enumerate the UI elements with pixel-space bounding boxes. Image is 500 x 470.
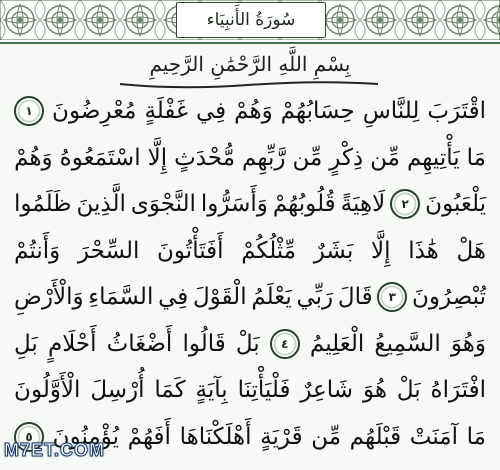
verse-word: هَلْ [456, 237, 486, 264]
verse-word: مَا [466, 423, 486, 450]
ayah-number-marker: ٥ [14, 422, 44, 452]
verse-word: يُؤْمِنُونَ [52, 423, 119, 450]
verse-word: أَحْلَامٍ [47, 330, 97, 357]
verse-line [14, 274, 486, 320]
verse-line [14, 88, 486, 134]
ayah-number-marker: ٤ [270, 329, 300, 359]
ayah-number-marker: ١ [14, 96, 44, 126]
verse-word: مِّن [292, 144, 323, 171]
verse-word: أَفَهُمْ [127, 423, 171, 450]
verse-word: بَلِ [14, 330, 38, 357]
verse-word: وَهُمْ [234, 98, 273, 124]
verse-word: يَلْعَبُونَ [425, 191, 486, 217]
verse-word: الَّذِينَ [76, 191, 126, 217]
verse-line [14, 181, 486, 227]
ayah-number-marker: ٣ [377, 282, 407, 312]
verse-line [14, 367, 486, 413]
verse-word: فِي [158, 284, 189, 310]
verse-word: أَفَتَأْتُونَ [157, 237, 224, 264]
verse-word: يَعْلَمُ [251, 284, 292, 310]
ayah-number-marker: ٢ [390, 189, 420, 219]
verse-word: لِلنَّاسِ [362, 98, 420, 124]
verse-word: شَاعِرٌ [300, 377, 354, 403]
verse-word: بِآيَةٍ [195, 377, 228, 403]
verse-word: افْتَرَاهُ [430, 377, 486, 403]
verse-word: بَلْ [396, 377, 421, 403]
verse-word: قَالَ [337, 284, 373, 310]
verse-word: وَأَنتُمْ [14, 237, 61, 264]
verse-word: فَلْيَأْتِنَا [237, 377, 291, 403]
verse-word: بَشَرٌ [313, 237, 354, 264]
verse-word: رَّبِّهِم [242, 144, 286, 171]
verse-word: مُعْرِضُونَ [52, 98, 137, 124]
site-watermark: M7ET.COM [4, 440, 106, 460]
verse-word: أَضْغَاثُ [106, 330, 173, 357]
verse-word: وَالْأَرْضِ [14, 284, 84, 310]
verse-word: الْأَوَّلُونَ [14, 377, 81, 403]
verse-word: مِّثْلُكُمْ [241, 237, 297, 264]
verse-word: هُوَ [362, 377, 387, 403]
verse-word: السَّمِيعُ [374, 330, 441, 357]
verse-word: رَبِّي [296, 284, 334, 310]
verse-word: كَمَا [154, 377, 186, 403]
verse-word: لَاهِيَةً [340, 191, 386, 217]
verse-word: غَفْلَةٍ [144, 98, 189, 124]
verse-word: اسْتَمَعُوهُ [59, 144, 141, 171]
verse-line [14, 135, 486, 181]
verse-word: ظَلَمُوا [14, 191, 72, 217]
verse-word: الْقَوْلَ [192, 284, 247, 310]
verse-word: بَلْ [235, 330, 260, 357]
verse-word: وَأَسَرُّوا [200, 191, 268, 217]
verse-word: السَّمَاءِ [88, 284, 154, 310]
verse-word: يَأْتِيهِم [407, 144, 460, 171]
verse-word: الْعَلِيمُ [309, 330, 365, 357]
verse-word: النَّجْوَى [130, 191, 196, 217]
verse-word: آمَنَتْ [409, 423, 459, 450]
basmala: بِسْمِ اللَّهِ الرَّحْمَٰنِ الرَّحِيمِ [149, 52, 351, 76]
sura-title: سُورَةُ الأَنبِيَاء [206, 10, 296, 30]
verse-word: حِسَابُهُمْ [280, 98, 355, 124]
verse-word: مِّن [370, 144, 400, 171]
verse-word: مُّحْدَثٍ [174, 144, 236, 171]
verse-word: قَالُوا [182, 330, 226, 357]
verse-word: تُبْصِرُونَ [412, 284, 486, 310]
verse-word: فِي [196, 98, 227, 124]
verse-word: أُرْسِلَ [90, 377, 145, 403]
verse-word: اقْتَرَبَ [427, 98, 486, 124]
verse-word: قَرْيَةٍ [260, 423, 303, 450]
sura-title-box [176, 2, 326, 38]
verse-word: وَهُوَ [450, 330, 486, 357]
verse-word: مِّن [311, 423, 342, 450]
verse-word: إِلَّا [147, 144, 168, 171]
verse-word: قُلُوبُهُمْ [272, 191, 336, 217]
verse-word: مَا [466, 144, 486, 171]
verse-word: ذِكْرٍ [329, 144, 364, 171]
verse-word: هَٰذَا [408, 237, 439, 264]
verse-word: قَبْلَهُم [349, 423, 402, 450]
verse-word: السِّحْرَ [77, 237, 140, 264]
verse-word: أَهْلَكْنَاهَا [179, 423, 252, 450]
verse-line [14, 321, 486, 367]
verse-line [14, 228, 486, 274]
verse-word: وَهُمْ [14, 144, 53, 171]
verse-word: إِلَّا [371, 237, 391, 264]
sura-header [0, 0, 500, 44]
